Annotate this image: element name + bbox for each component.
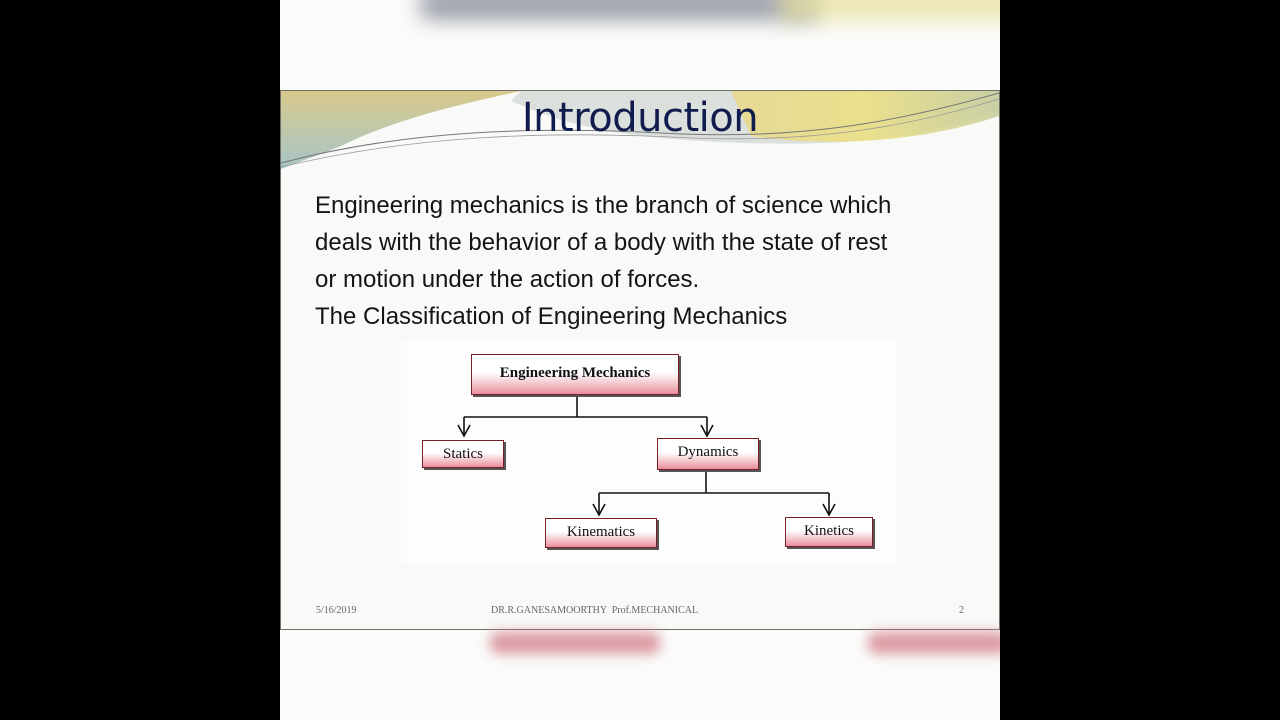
- video-frame: [280, 0, 1000, 720]
- slide-title: Introduction: [521, 95, 759, 141]
- blurred-reflection-bottom-right: [868, 632, 1000, 654]
- footer-date: 5/16/2019: [316, 605, 357, 616]
- presentation-slide: [280, 90, 1000, 630]
- node-dynamics: Dynamics: [657, 438, 759, 470]
- footer-page-number: 2: [959, 605, 964, 616]
- classification-diagram: [401, 341, 896, 563]
- node-kinematics: Kinematics: [545, 518, 657, 548]
- paragraph-line: deals with the behavior of a body with the state of rest: [315, 229, 888, 256]
- blurred-reflection-top-yellow: [780, 0, 1000, 20]
- subheading: The Classification of Engineering Mechanics: [315, 303, 788, 330]
- paragraph-line: Engineering mechanics is the branch of science which: [315, 192, 892, 219]
- node-engineering-mechanics: Engineering Mechanics: [471, 354, 679, 395]
- blurred-reflection-bottom-left: [490, 632, 660, 654]
- blurred-reflection-top: [420, 0, 820, 20]
- paragraph-line: or motion under the action of forces.: [315, 266, 700, 293]
- slide-body: [315, 187, 975, 335]
- node-statics: Statics: [422, 440, 504, 468]
- footer-author: DR.R.GANESAMOORTHY Prof.MECHANICAL: [491, 605, 699, 616]
- node-kinetics: Kinetics: [785, 517, 873, 547]
